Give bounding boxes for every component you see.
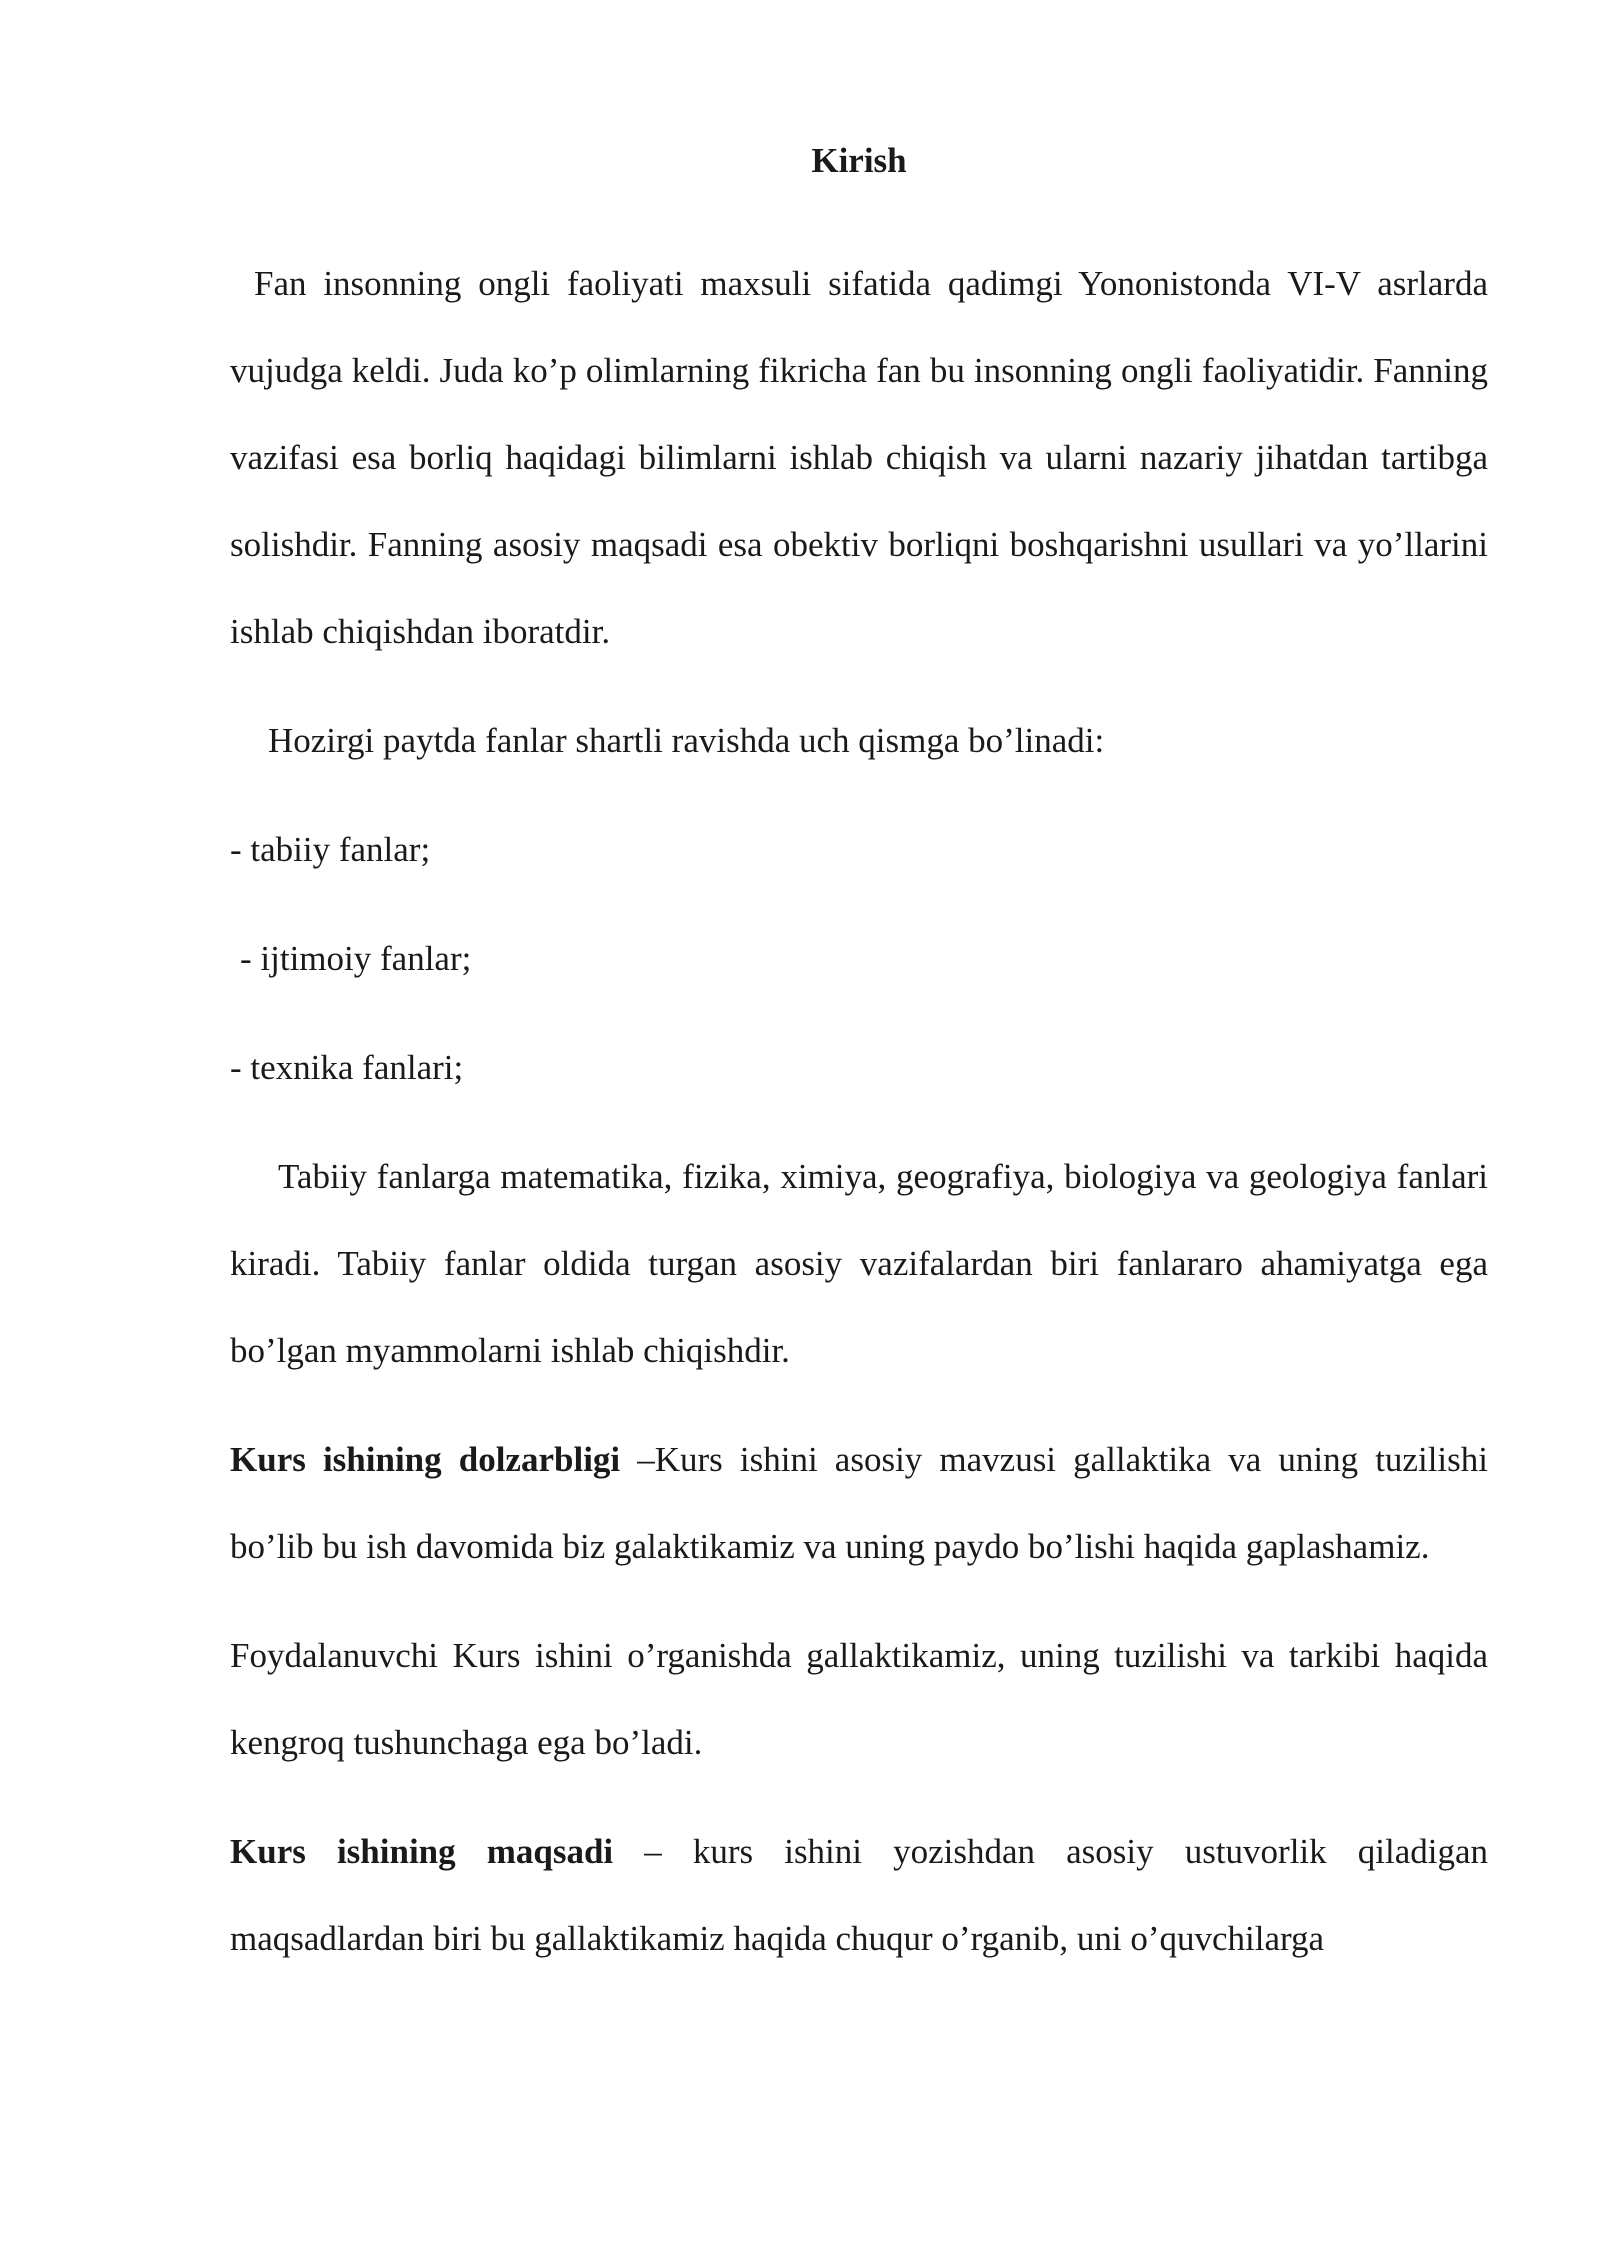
goal-paragraph xyxy=(230,1808,1488,1982)
classification-paragraph: Hozirgi paytda fanlar shartli ravishda uch qismga bo’linadi: xyxy=(268,721,1105,760)
relevance-paragraph xyxy=(230,1416,1488,1590)
natural-sciences-paragraph: Tabiiy fanlarga matematika, fizika, ximiya, geografiya, biologiya va geologiya fanlari kiradi. Tabiiy fanlar oldida turgan asosiy vazifalardan biri fanlararo ahamiyatga ega bo’lgan myammolarni ishlab chiqishdir. xyxy=(230,1157,1488,1370)
goal-heading: Kurs ishining maqsadi xyxy=(230,1832,614,1871)
list-item-social-sciences: - ijtimoiy fanlar; xyxy=(240,939,472,978)
goal-text: – kurs ishini yozishdan asosiy ustuvorlik qiladigan maqsadlardan biri bu gallaktikamiz haqida chuqur o’rganib, uni o’quvchilarga xyxy=(230,1832,1488,1958)
relevance-heading: Kurs ishining dolzarbligi xyxy=(230,1440,621,1479)
intro-paragraph: Fan insonning ongli faoliyati maxsuli sifatida qadimgi Yononistonda VI-V asrlarda vujudga keldi. Juda ko’p olimlarning fikricha fan bu insonning ongli faoliyatidir. Fanning vazifasi esa borliq haqidagi bilimlarni ishlab chiqish va ularni nazariy jihatdan tartibga solishdir. Fanning asosiy maqsadi esa obektiv borliqni boshqarishni usullari va yo’llarini ishlab chiqishdan iboratdir. xyxy=(230,264,1488,651)
document-page xyxy=(230,140,1488,2004)
document-title: Kirish xyxy=(811,141,907,180)
user-benefit-paragraph: Foydalanuvchi Kurs ishini o’rganishda gallaktikamiz, uning tuzilishi va tarkibi haqida kengroq tushunchaga ega bo’ladi. xyxy=(230,1636,1488,1762)
list-item-natural-sciences: - tabiiy fanlar; xyxy=(230,830,431,869)
relevance-text: –Kurs ishini asosiy mavzusi gallaktika va uning tuzilishi bo’lib bu ish davomida biz galaktikamiz va uning paydo bo’lishi haqida gaplashamiz. xyxy=(230,1440,1488,1566)
list-item-technical-sciences: - texnika fanlari; xyxy=(230,1048,464,1087)
